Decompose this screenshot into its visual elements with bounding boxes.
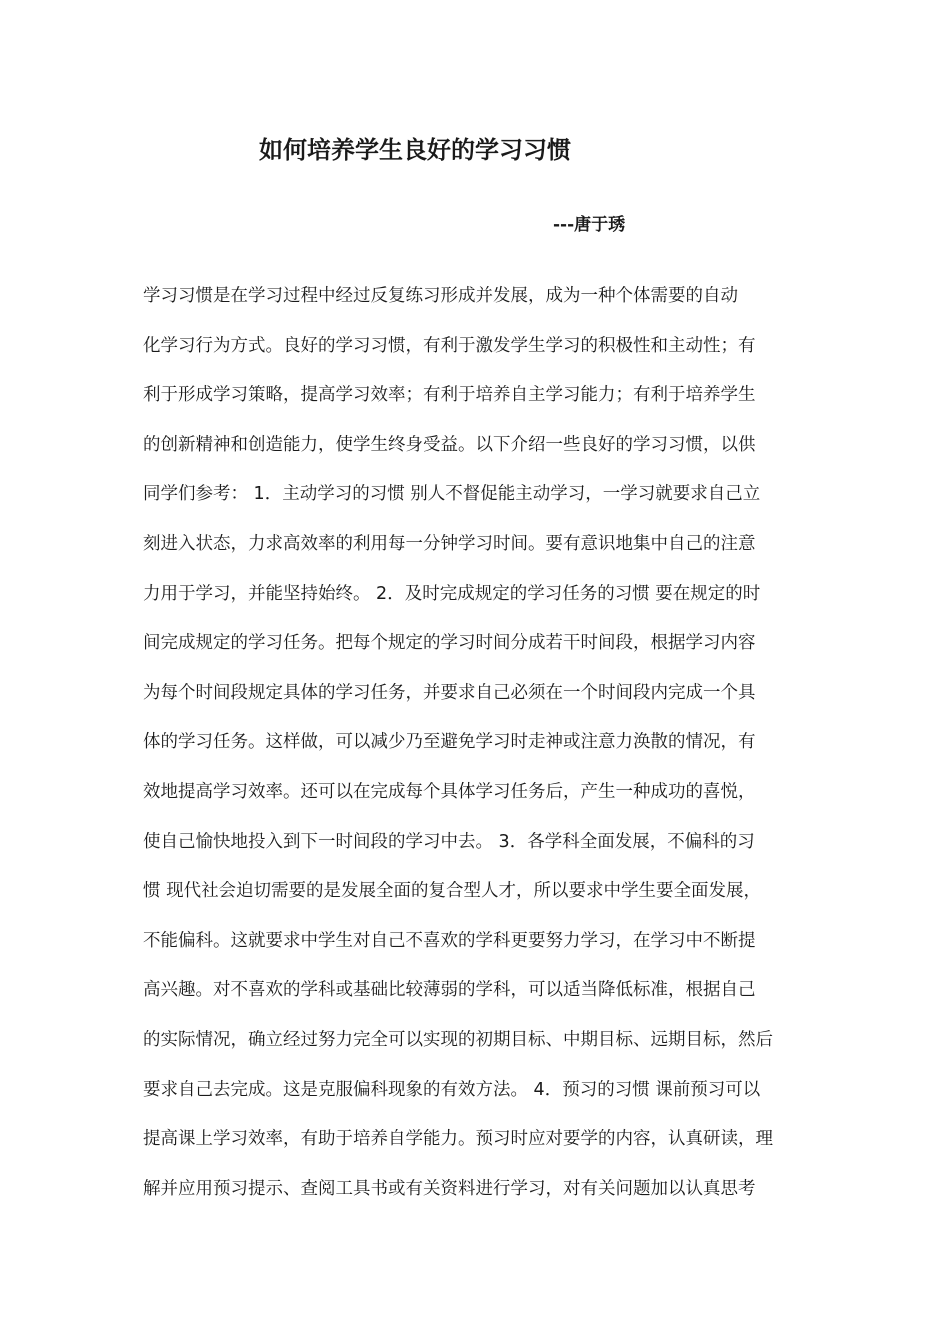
paragraph-line: 不能偏科。这就要求中学生对自己不喜欢的学科更要努力学习，在学习中不断提 (143, 930, 756, 951)
paragraph-line: 利于形成学习策略，提高学习效率；有利于培养自主学习能力；有利于培养学生 (143, 385, 756, 406)
paragraph-line: 力用于学习，并能坚持始终。 2．及时完成规定的学习任务的习惯 要在规定的时 (143, 583, 761, 604)
paragraph-line: 提高课上学习效率，有助于培养自学能力。预习时应对要学的内容，认真研读，理 (143, 1129, 773, 1150)
body-paragraph (143, 278, 809, 1220)
paragraph-line: 的实际情况，确立经过努力完全可以实现的初期目标、中期目标、远期目标，然后 (143, 1029, 773, 1050)
paragraph-line: 惯 现代社会迫切需要的是发展全面的复合型人才，所以要求中学生要全面发展， (143, 881, 762, 902)
paragraph-line: 要求自己去完成。这是克服偏科现象的有效方法。 4．预习的习惯 课前预习可以 (143, 1079, 761, 1100)
paragraph-line: 学习习惯是在学习过程中经过反复练习形成并发展，成为一种个体需要的自动 (143, 286, 738, 306)
paragraph-line: 使自己愉快地投入到下一时间段的学习中去。 3．各学科全面发展，不偏科的习 (143, 831, 755, 852)
paragraph-line: 效地提高学习效率。还可以在完成每个具体学习任务后，产生一种成功的喜悦， (143, 781, 756, 802)
document-title: 如何培养学生良好的学习习惯 (259, 136, 571, 164)
paragraph-line: 体的学习任务。这样做，可以减少乃至避免学习时走神或注意力涣散的情况，有 (143, 732, 756, 753)
paragraph-line: 间完成规定的学习任务。把每个规定的学习时间分成若干时间段，根据学习内容 (143, 633, 756, 654)
paragraph-line: 的创新精神和创造能力，使学生终身受益。以下介绍一些良好的学习习惯，以供 (143, 434, 756, 455)
paragraph-line: 高兴趣。对不喜欢的学科或基础比较薄弱的学科，可以适当降低标准，根据自己 (143, 980, 756, 1001)
paragraph-line: 解并应用预习提示、查阅工具书或有关资料进行学习，对有关问题加以认真思考 (143, 1178, 756, 1199)
paragraph-line: 刻进入状态，力求高效率的利用每一分钟学习时间。要有意识地集中自己的注意 (143, 533, 756, 554)
paragraph-line: 同学们参考： 1．主动学习的习惯 别人不督促能主动学习，一学习就要求自己立 (143, 484, 761, 505)
paragraph-line: 为每个时间段规定具体的学习任务，并要求自己必须在一个时间段内完成一个具 (143, 682, 756, 703)
paragraph-line: 化学习行为方式。良好的学习习惯，有利于激发学生学习的积极性和主动性；有 (143, 335, 756, 356)
author-line: ---唐于琇 (553, 215, 626, 235)
